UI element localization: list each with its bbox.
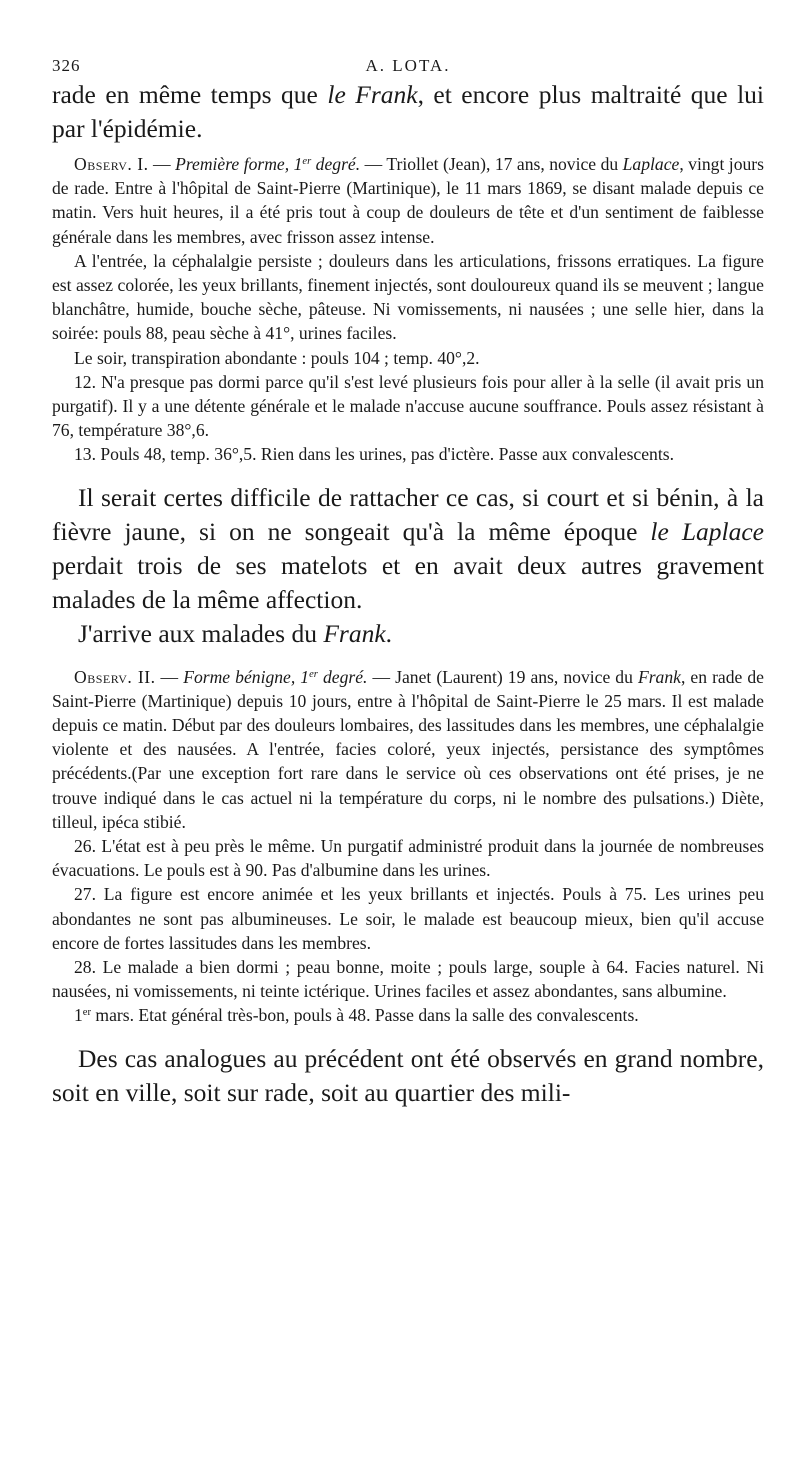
text-segment: J'arrive aux malades du [78,618,324,648]
text-segment: degré. [311,154,361,174]
observation-2-day-26: 26. L'état est à peu près le même. Un purgatif administré produit dans la journée de nombreuses évacuations. Le pouls est à 90. Pas d'albumine dans les urines. [52,836,764,881]
observation-1-paragraph [52,152,764,249]
ship-name: Frank [323,618,386,648]
text-segment: — Triollet (Jean), 17 ans, novice du [360,154,623,174]
observation-1-day-12: 12. N'a presque pas dormi parce qu'il s'est levé plusieurs fois pour aller à la selle (il avait pris un purgatif). Il y a une détente générale et le malade n'accuse aucune souffrance. Pouls assez résistant à 76, température 38°,6. [52,371,764,441]
page-header [52,50,764,78]
running-title: A. LOTA. [365,56,451,75]
superscript: er [82,1007,91,1019]
form-label [175,154,360,174]
ship-name: Laplace [622,154,680,174]
text-segment: perdait trois de ses matelots et en avait deux autres gravement malades de la même affection. [52,550,764,614]
ship-name: le Frank [327,80,418,109]
observation-2-paragraph [52,665,764,834]
text-segment: Première forme, 1 [175,154,303,174]
ship-name: Frank [637,666,681,687]
observation-2-march-1 [52,1003,764,1027]
text-segment: Forme bénigne, 1 [183,666,310,687]
observation-1-day-13: 13. Pouls 48, temp. 36°,5. Rien dans les urines, pas d'ictère. Passe aux convalescents. [74,444,674,465]
observation-label: Observ. II. [74,666,156,687]
form-label [183,667,367,687]
text-segment: Il serait certes difficile de rattacher ce cas, si court et si bénin, à la fièvre jaune, si on ne songeait qu'à la même époque [52,482,764,546]
transition-paragraph [52,617,764,651]
observation-2-day-27: 27. La figure est encore animée et les yeux brillants et injectés. Pouls à 75. Les urines peu abondantes ne sont pas albumineuses. Le soir, le malade est beaucoup mieux, bien qu'il accuse encore de fortes lassitudes dans les membres. [52,884,764,953]
intro-paragraph [52,78,764,146]
text-segment: . [385,618,393,648]
text-segment: degré. [317,666,368,687]
text-segment: — [148,154,176,174]
observation-label: Observ. I. [74,154,149,174]
page-number: 326 [52,56,81,75]
superscript: er [302,156,312,168]
observation-1-entry: A l'entrée, la céphalalgie persiste ; douleurs dans les articulations, frissons erratiques. La figure est assez colorée, les yeux brillants, finement injectés, sont douloureux quand ils se meuvent ; langue blanchâtre, humide, bouche sèche, pâteuse. Ni vomissements, ni nausées ; une selle hier, dans la soirée: pouls 88, peau sèche à 41°, urines faciles. [52,250,764,344]
text-segment: — [155,666,184,687]
ship-name: le Laplace [650,516,764,546]
text-segment: rade en même temps que [52,80,328,109]
text-segment: 1 [74,1005,83,1026]
text-segment: mars. Etat général très-bon, pouls à 48. Passe dans la salle des convalescents. [91,1005,639,1026]
text-segment: , en rade de Saint-Pierre (Martinique) depuis 10 jours, entre à l'hôpital de Saint-Pierre le 25 mars. Il est malade depuis ce matin. Début par des douleurs lombaires, des lassitudes dans les membres, une céphalalgie violente et des nausées. A l'entrée, facies coloré, yeux injectés, persistance des symptômes précédents.(Par une exception fort rare dans le service où ces observations ont été prises, je ne trouve indiqué dans le cas actuel ni la température du corps, ni le nombre des pulsations.) Diète, tilleul, ipéca stibié. [52,666,764,832]
superscript: er [309,668,318,680]
observation-1-evening: Le soir, transpiration abondante : pouls 104 ; temp. 40°,2. [74,347,480,368]
text-segment: , vingt jours de rade. Entre à l'hôpital de Saint-Pierre (Martinique), le 11 mars 1869, se disant malade depuis ce matin. Vers huit heures, il a été pris tout à coup de douleurs de tête et d'un sentiment de faiblesse générale dans les membres, avec frisson assez intense. [52,154,764,247]
conclusion-paragraph [52,481,764,617]
observation-2-day-28: 28. Le malade a bien dormi ; peau bonne, moite ; pouls large, souple à 64. Facies naturel. Ni nausées, ni vomissements, ni teinte ictérique. Urines faciles et assez abondantes, sans albumine. [52,957,764,1002]
text-segment: — Janet (Laurent) 19 ans, novice du [367,666,638,687]
closing-paragraph: Des cas analogues au précédent ont été observés en grand nombre, soit en ville, soit sur rade, soit au quartier des mili- [52,1043,764,1107]
page [52,50,764,1110]
text-segment: , et encore plus maltraité que lui par l'épidémie. [52,80,764,143]
